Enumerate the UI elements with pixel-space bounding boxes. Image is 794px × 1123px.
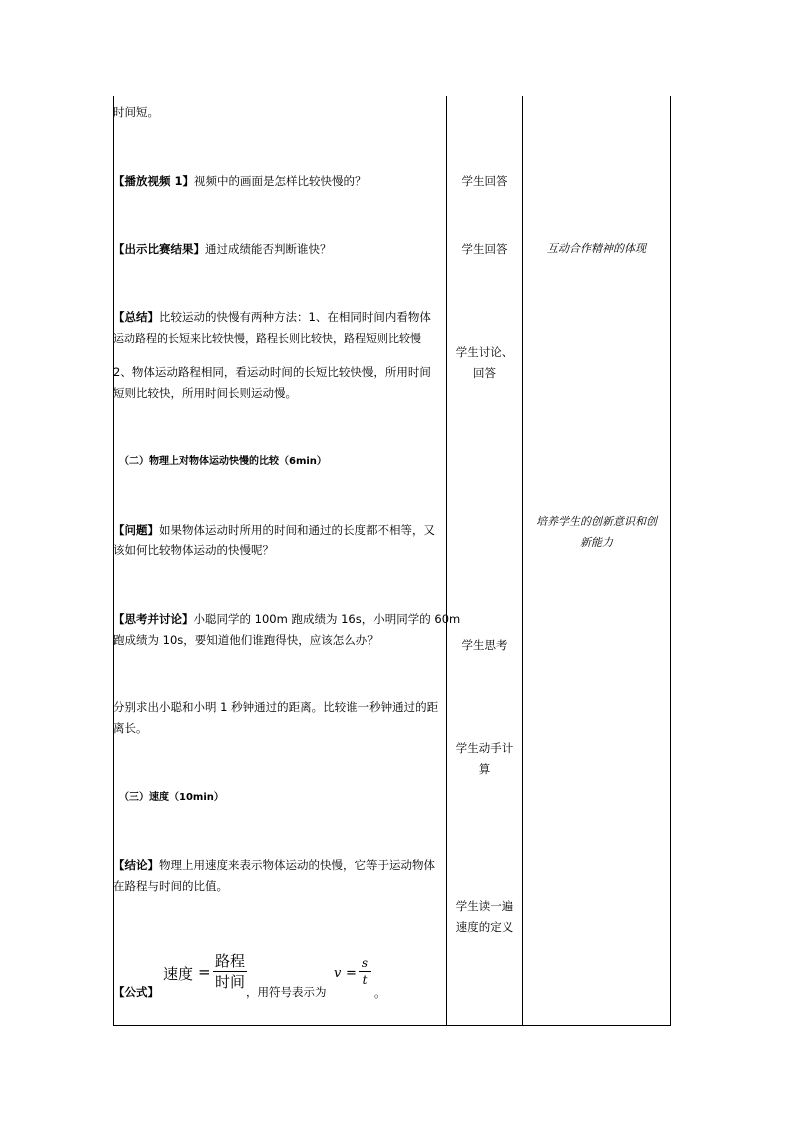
symbol-v: v (334, 966, 342, 981)
section-heading-3: （三）速度（10min） (119, 792, 224, 803)
paragraph-summary-line2: 运动路程的长短来比较快慢，路程长则比较快，路程短则比较慢 (113, 332, 421, 345)
paragraph-method-line1: 分别求出小聪和小明 1 秒钟通过的距离。比较谁一秒钟通过的距 (113, 700, 439, 714)
table-col-divider-2 (522, 96, 523, 1026)
text-play-video: 视频中的画面是怎样比较快慢的？ (194, 174, 367, 188)
student-discuss-line2: 回答 (473, 366, 496, 380)
paragraph-summary-line4: 短则比较快，所用时间长则运动慢。 (113, 386, 297, 400)
text-question-line1: 如果物体运动时所用的时间和通过的长度都不相等，又 (159, 523, 435, 537)
student-calc-line1: 学生动手计 (455, 741, 514, 755)
table-right-border (670, 96, 671, 1026)
student-answer-2: 学生回答 (461, 242, 508, 256)
student-answer-1: 学生回答 (461, 174, 508, 188)
paragraph-show-results (113, 242, 332, 256)
student-think: 学生思考 (461, 638, 508, 652)
label-formula: 【公式】 (113, 985, 159, 999)
text-show-results: 通过成绩能否判断谁快？ (205, 242, 332, 256)
section-heading-2: （二）物理上对物体运动快慢的比较（6min） (119, 456, 327, 467)
paragraph-play-video (113, 174, 367, 188)
symbol-fraction-bar (359, 971, 371, 972)
paragraph-question-line2: 该如何比较物体运动的快慢呢？ (113, 543, 274, 557)
symbol-t: t (362, 973, 368, 987)
text-summary-line1: 比较运动的快慢有两种方法：1、在相同时间内看物体 (159, 310, 431, 324)
student-discuss-line1: 学生讨论、 (455, 345, 514, 359)
formula-denominator: 时间 (214, 973, 245, 991)
paragraph-summary-line1 (113, 310, 431, 324)
paragraph-question-line1 (113, 523, 435, 537)
design-note-cooperation: 互动合作精神的体现 (547, 242, 646, 255)
design-note-innovation-line1: 培养学生的创新意识和创 (536, 515, 657, 528)
formula-fraction (213, 952, 247, 991)
design-note-innovation-line2: 新能力 (580, 536, 613, 549)
formula-symbol-text: ，用符号表示为 (246, 985, 327, 999)
table-col-divider-1 (446, 96, 447, 1026)
label-summary: 【总结】 (113, 310, 159, 324)
label-show-results: 【出示比赛结果】 (113, 242, 205, 256)
text-think-line1: 小聪同学的 100m 跑成绩为 16s，小明同学的 60m (193, 612, 461, 626)
formula-equals: = (198, 963, 211, 981)
formula-lhs: 速度 (163, 965, 194, 983)
label-conclusion: 【结论】 (113, 858, 159, 872)
table-bottom-border (113, 1025, 671, 1026)
formula-numerator: 路程 (214, 952, 245, 970)
paragraph-time-short: 时间短。 (113, 105, 159, 119)
paragraph-conclusion-line2: 在路程与时间的比值。 (113, 879, 228, 893)
paragraph-method-line2: 离长。 (113, 721, 148, 735)
student-read-line2: 速度的定义 (455, 920, 514, 934)
label-think: 【思考并讨论】 (113, 612, 194, 626)
paragraph-think-line1 (113, 612, 460, 626)
paragraph-think-line2: 跑成绩为 10s，要知道他们谁跑得快，应该怎么办？ (113, 633, 379, 647)
student-calc-line2: 算 (478, 762, 491, 776)
symbol-fraction (359, 956, 371, 987)
text-conclusion-line1: 物理上用速度来表示物体运动的快慢，它等于运动物体 (159, 858, 435, 872)
student-read-line1: 学生读一遍 (455, 899, 514, 913)
fraction-bar (213, 971, 247, 972)
symbol-s: s (361, 956, 369, 970)
paragraph-summary-line3: 2、物体运动路程相同，看运动时间的长短比较快慢，所用时间 (113, 365, 431, 379)
label-play-video: 【播放视频 1】 (113, 174, 195, 188)
symbol-equals: = (346, 966, 357, 981)
paragraph-conclusion-line1 (113, 858, 435, 872)
label-question: 【问题】 (113, 523, 159, 537)
formula-end: 。 (374, 986, 387, 1000)
